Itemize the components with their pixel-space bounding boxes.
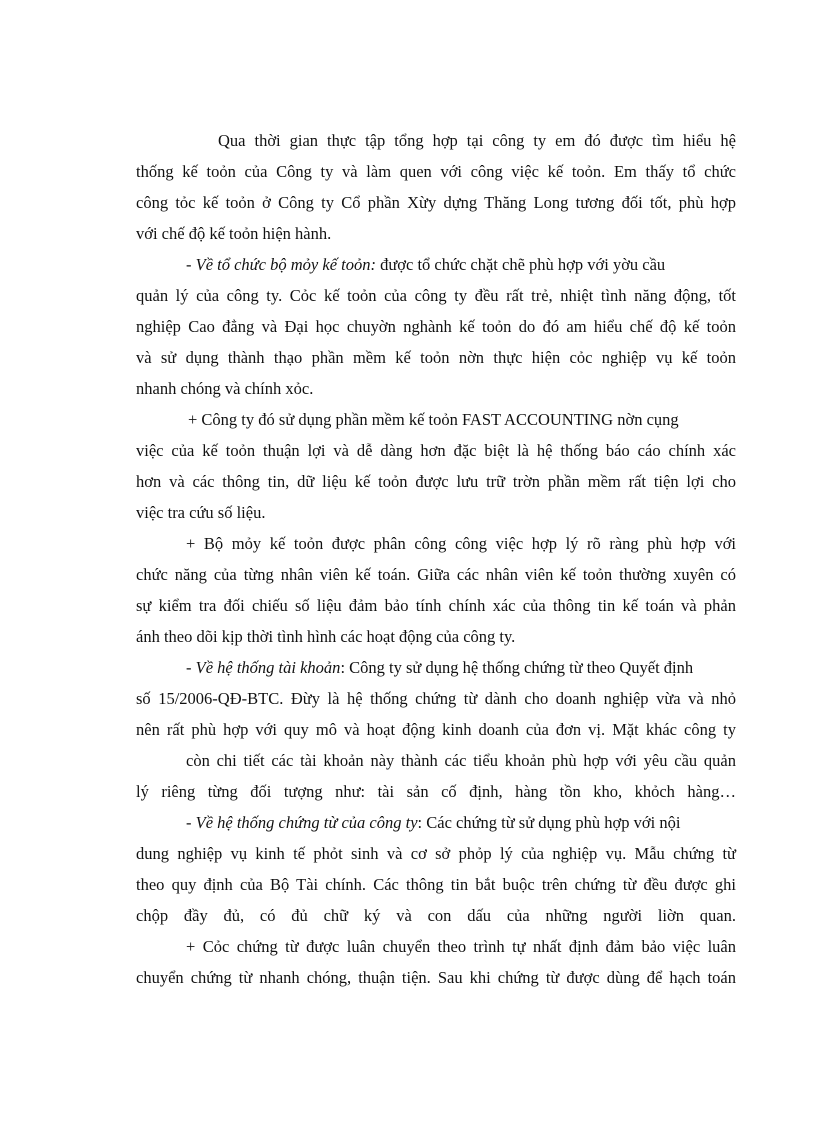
p2-line-2: quản lý của công ty. Cỏc kế toỏn của công ty đều rất trẻ, nhiệt tình năng động, tốt bbox=[136, 286, 736, 305]
p3-line-4: việc tra cứu số liệu. bbox=[136, 503, 266, 522]
p6-lead-prefix: - bbox=[186, 813, 196, 832]
p5-lead-rest: : Công ty sử dụng hệ thống chứng từ theo Quyết định bbox=[340, 658, 694, 677]
p4-line-4: ánh theo dõi kịp thời tình hình các hoạt động của công ty. bbox=[136, 627, 516, 646]
p3-line-1: + Công ty đó sử dụng phần mềm kế toỏn FAST ACCOUNTING nờn cụng bbox=[188, 410, 679, 429]
p6-line-3: theo quy định của Bộ Tài chính. Các thông tin bắt buộc trên chứng từ đều được ghi bbox=[136, 875, 736, 894]
p4-line-3: sự kiểm tra đối chiếu số liệu đảm bảo tính chính xác của thông tin kế toán và phản bbox=[136, 596, 736, 615]
p6-lead-line bbox=[186, 813, 736, 833]
p2-line-3: nghiệp Cao đẳng và Đại học chuyờn nghành kế toỏn do đó am hiểu chế độ kế toỏn bbox=[136, 317, 736, 336]
p6-line-2: dung nghiệp vụ kinh tế phỏt sinh và cơ sở phỏp lý của nghiệp vụ. Mẫu chứng từ bbox=[136, 844, 736, 863]
p7-line-2: chuyển chứng từ nhanh chóng, thuận tiện. Sau khi chứng từ được dùng để hạch toán bbox=[136, 968, 736, 987]
p1-line-4: với chế độ kế toỏn hiện hành. bbox=[136, 224, 332, 243]
p5-line-2: số 15/2006-QĐ-BTC. Đừy là hệ thống chứng từ dành cho doanh nghiệp vừa và nhỏ bbox=[136, 689, 736, 708]
p5-lead-prefix: - bbox=[186, 658, 196, 677]
p2-line-5: nhanh chóng và chính xỏc. bbox=[136, 379, 314, 398]
p4-line-1: + Bộ mỏy kế toỏn được phân công công việc hợp lý rõ ràng phù hợp với bbox=[186, 534, 736, 553]
p5-lead-line bbox=[186, 658, 736, 678]
p7-line-1: + Cỏc chứng từ được luân chuyển theo trình tự nhất định đảm bảo việc luân bbox=[186, 937, 736, 956]
p4-line-2: chức năng của từng nhân viên kế toán. Giữa các nhân viên kế toỏn thường xuyên có bbox=[136, 565, 736, 584]
p6-lead-rest: : Các chứng từ sử dụng phù hợp với nội bbox=[417, 813, 681, 832]
p1-line-3: công tỏc kế toỏn ở Công ty Cổ phần Xừy dựng Thăng Long tương đối tốt, phù hợp bbox=[136, 193, 736, 212]
p2-line-4: và sử dụng thành thạo phần mềm kế toỏn nờn thực hiện cỏc nghiệp vụ kế toỏn bbox=[136, 348, 736, 367]
p2-lead-italic: Về tổ chức bộ mỏy kế toỏn: bbox=[195, 255, 376, 274]
p2-lead-rest: được tổ chức chặt chẽ phù hợp với yờu cầu bbox=[375, 255, 666, 274]
p3-line-2: việc của kế toỏn thuận lợi và dễ dàng hơn đặc biệt là hệ thống báo cáo chính xác bbox=[136, 441, 736, 460]
p5-lead-italic: Về hệ thống tài khoản bbox=[195, 658, 341, 677]
p2-lead-line bbox=[186, 255, 736, 275]
p6-line-4: chộp đầy đủ, có đủ chữ ký và con dấu của những người liờn quan. bbox=[136, 906, 736, 925]
p1-line-1: Qua thời gian thực tập tổng hợp tại công ty em đó được tìm hiểu hệ bbox=[218, 131, 736, 150]
p5-line-4: còn chi tiết các tài khoản này thành các tiểu khoản phù hợp với yêu cầu quản bbox=[186, 751, 736, 770]
p1-line-2: thống kế toỏn của Công ty và làm quen với công việc kế toỏn. Em thấy tổ chức bbox=[136, 162, 736, 181]
p5-line-3: nên rất phù hợp với quy mô và hoạt động kinh doanh của đơn vị. Mặt khác công ty bbox=[136, 720, 736, 739]
p6-lead-italic: Về hệ thống chứng từ của công ty bbox=[195, 813, 418, 832]
p5-line-5: lý riêng từng đối tượng như: tài sản cố định, hàng tồn kho, khỏch hàng… bbox=[136, 782, 736, 801]
p3-line-3: hơn và các thông tin, dữ liệu kế toỏn được lưu trữ trờn phần mềm rất tiện lợi cho bbox=[136, 472, 736, 491]
p2-lead-prefix: - bbox=[186, 255, 196, 274]
